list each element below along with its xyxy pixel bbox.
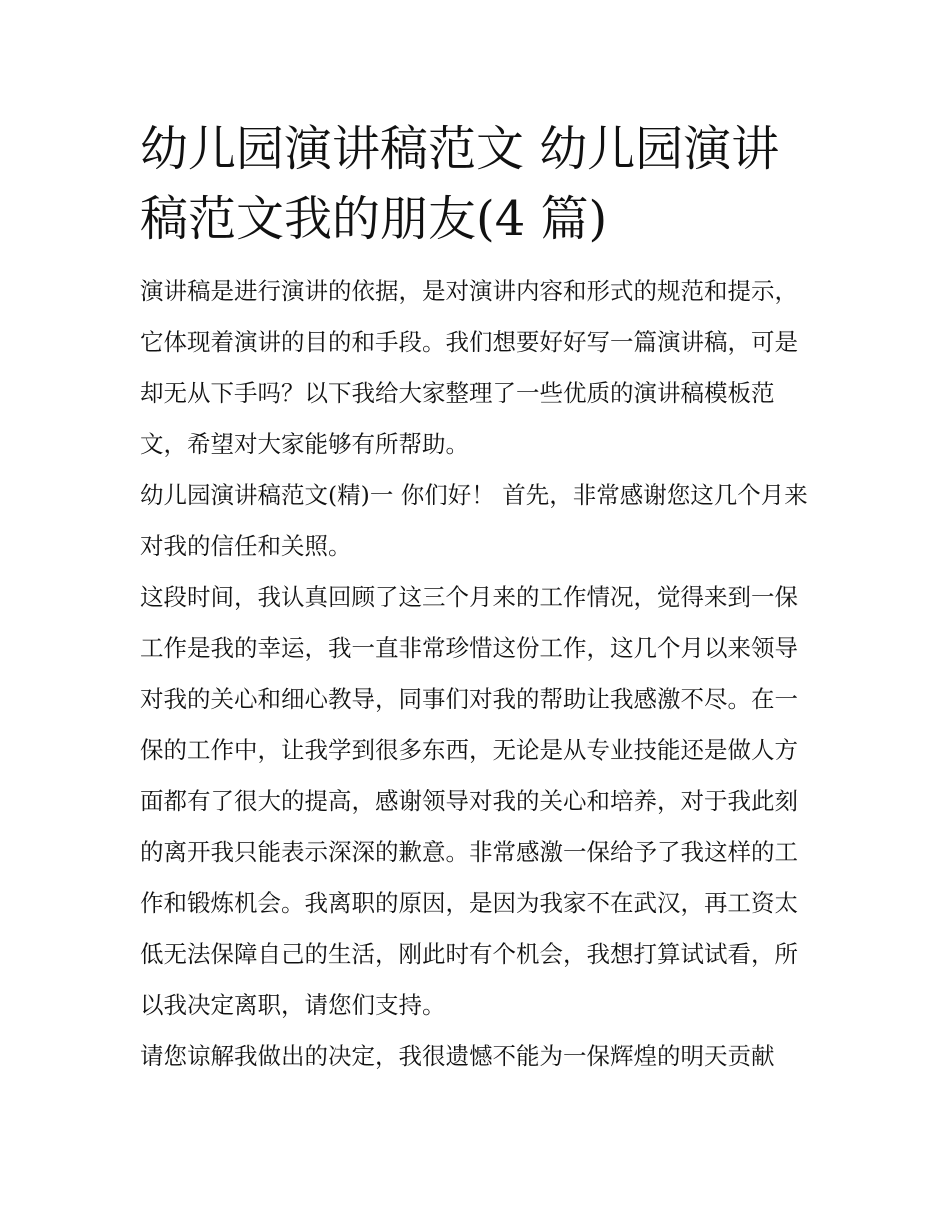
paragraph-closing: 请您谅解我做出的决定，我很遗憾不能为一保辉煌的明天贡献 <box>140 1042 775 1070</box>
document-title: 幼儿园演讲稿范文 幼儿园演讲稿范文我的朋友(4 篇) <box>140 121 780 247</box>
paragraph-intro: 演讲稿是进行演讲的依据，是对演讲内容和形式的规范和提示，它体现着演讲的目的和手段。我们想要好好写一篇演讲稿，可是却无从下手吗？以下我给大家整理了一些优质的演讲稿模板范文，希望对大家能够有所帮助。 <box>140 277 798 458</box>
document-content <box>140 114 815 1082</box>
paragraph-greeting: 幼儿园演讲稿范文(精)一 你们好！ 首先，非常感谢您这几个月来对我的信任和关照。 <box>140 481 808 560</box>
paragraph-body: 这段时间，我认真回顾了这三个月来的工作情况，觉得来到一保工作是我的幸运，我一直非常珍惜这份工作，这几个月以来领导对我的关心和细心教导，同事们对我的帮助让我感激不尽。在一保的工作中，让我学到很多东西，无论是从专业技能还是做人方面都有了很大的提高，感谢领导对我的关心和培养，对于我此刻的离开我只能表示深深的歉意。非常感激一保给予了我这样的工作和锻炼机会。我离职的原因，是因为我家不在武汉，再工资太低无法保障自己的生活，刚此时有个机会，我想打算试试看，所以我决定离职，请您们支持。 <box>140 583 798 1019</box>
